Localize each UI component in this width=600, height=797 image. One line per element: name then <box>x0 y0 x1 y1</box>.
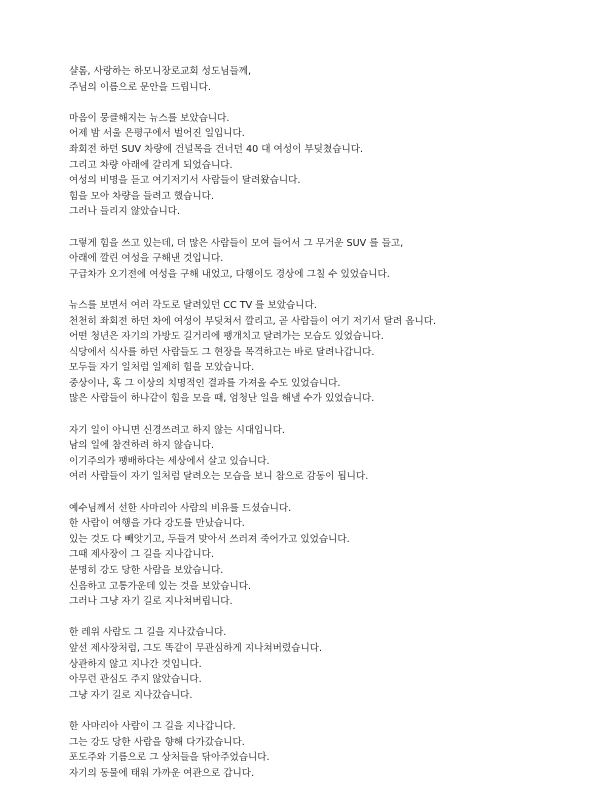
text-line: 주님의 이름으로 문안을 드립니다. <box>69 81 211 93</box>
text-line: 구급차가 오기전에 여성을 구해 내었고, 다행이도 경상에 그칠 수 있었습니다. <box>69 268 390 280</box>
text-line: 어떤 청년은 자기의 가방도 길거리에 팽개치고 달려가는 모습도 있었습니다. <box>69 331 384 343</box>
text-line: 그냥 자기 길로 지나갔습니다. <box>69 689 193 701</box>
text-line: 포도주와 기름으로 그 상처들을 닦아주었습니다. <box>69 752 270 764</box>
text-line: 여성의 비명을 듣고 여기저기서 사람들이 달려왔습니다. <box>69 175 301 187</box>
text-line: 그러나 들리지 않았습니다. <box>69 206 181 218</box>
paragraph-parable <box>69 501 589 610</box>
text-line: 뉴스를 보면서 여러 각도로 달려있던 CC TV 를 보았습니다. <box>69 299 317 311</box>
text-line: 신음하고 고통가운데 있는 것을 보았습니다. <box>69 580 252 592</box>
text-line: 좌회전 하던 SUV 차량에 건널목을 건너던 40 대 여성이 부딪쳤습니다. <box>69 143 364 155</box>
paragraph-samaritan <box>69 719 589 781</box>
paragraph-greeting <box>69 64 589 95</box>
text-line: 한 사마리아 사람이 그 길을 지나갑니다. <box>69 720 236 732</box>
text-line: 상관하지 않고 지나간 것입니다. <box>69 658 202 670</box>
text-line: 그때 제사장이 그 길을 지나갑니다. <box>69 549 214 561</box>
text-line: 그는 강도 당한 사람을 향해 다가갔습니다. <box>69 736 245 748</box>
text-line: 한 레위 사람도 그 길을 지나갔습니다. <box>69 627 227 639</box>
letter-body <box>69 64 589 797</box>
paragraph-era <box>69 423 589 485</box>
text-line: 마음이 뭉클해지는 뉴스를 보았습니다. <box>69 112 230 124</box>
text-line: 자기의 동물에 태워 가까운 여관으로 갑니다. <box>69 767 255 779</box>
text-line: 모두들 자기 일처럼 일제히 힘을 모았습니다. <box>69 362 255 374</box>
text-line: 있는 것도 다 빼앗기고, 두들겨 맞아서 쓰러져 죽어가고 있었습니다. <box>69 533 350 545</box>
text-line: 그러나 그냥 자기 길로 지나쳐버립니다. <box>69 596 233 608</box>
text-line: 어제 밤 서울 은평구에서 벌어진 일입니다. <box>69 128 245 140</box>
text-line: 예수님께서 선한 사마리아 사람의 비유를 드셨습니다. <box>69 502 292 514</box>
text-line: 한 사람이 여행을 가다 강도를 만났습니다. <box>69 518 245 530</box>
text-line: 앞선 제사장처럼, 그도 똑같이 무관심하게 지나쳐버렸습니다. <box>69 642 323 654</box>
text-line: 남의 일에 참견하려 하지 않습니다. <box>69 440 214 452</box>
text-line: 자기 일이 아니면 신경쓰려고 하지 않는 시대입니다. <box>69 424 285 436</box>
text-line: 분명히 강도 당한 사람을 보았습니다. <box>69 565 224 576</box>
paragraph-cctv <box>69 298 589 407</box>
text-line: 천천히 좌회전 하던 차에 여성이 부딪쳐서 깔리고, 곧 사람들이 여기 저기서 달려 옵니다. <box>69 315 437 327</box>
text-line: 힘을 모아 차량을 들려고 했습니다. <box>69 190 214 202</box>
text-line: 많은 사람들이 하나같이 힘을 모을 때, 엄청난 일을 해낼 수가 있었습니다. <box>69 393 375 405</box>
text-line: 아무런 관심도 주지 않았습니다. <box>69 674 202 686</box>
text-line: 샬롬, 사랑하는 하모니장로교회 성도님들께, <box>69 66 252 77</box>
paragraph-news <box>69 111 589 220</box>
paragraph-rescue <box>69 236 589 283</box>
text-line: 여러 사람들이 자기 일처럼 달려오는 모습을 보니 참으로 감동이 됩니다. <box>69 471 369 483</box>
text-line: 이기주의가 팽배하다는 세상에서 살고 있습니다. <box>69 455 270 467</box>
text-line: 중상이나, 혹 그 이상의 치명적인 결과를 가져올 수도 있었습니다. <box>69 377 341 389</box>
text-line: 식당에서 식사를 하던 사람들도 그 현장을 목격하고는 바로 달려나갑니다. <box>69 346 375 358</box>
paragraph-levite <box>69 625 589 703</box>
text-line: 아래에 깔린 여성을 구해낸 것입니다. <box>69 253 224 265</box>
text-line: 그렇게 힘을 쓰고 있는데, 더 많은 사람들이 모여 들어서 그 무거운 SUV 를 들고, <box>69 237 404 249</box>
text-line: 그리고 차량 아래에 갈리게 되었습니다. <box>69 159 233 171</box>
